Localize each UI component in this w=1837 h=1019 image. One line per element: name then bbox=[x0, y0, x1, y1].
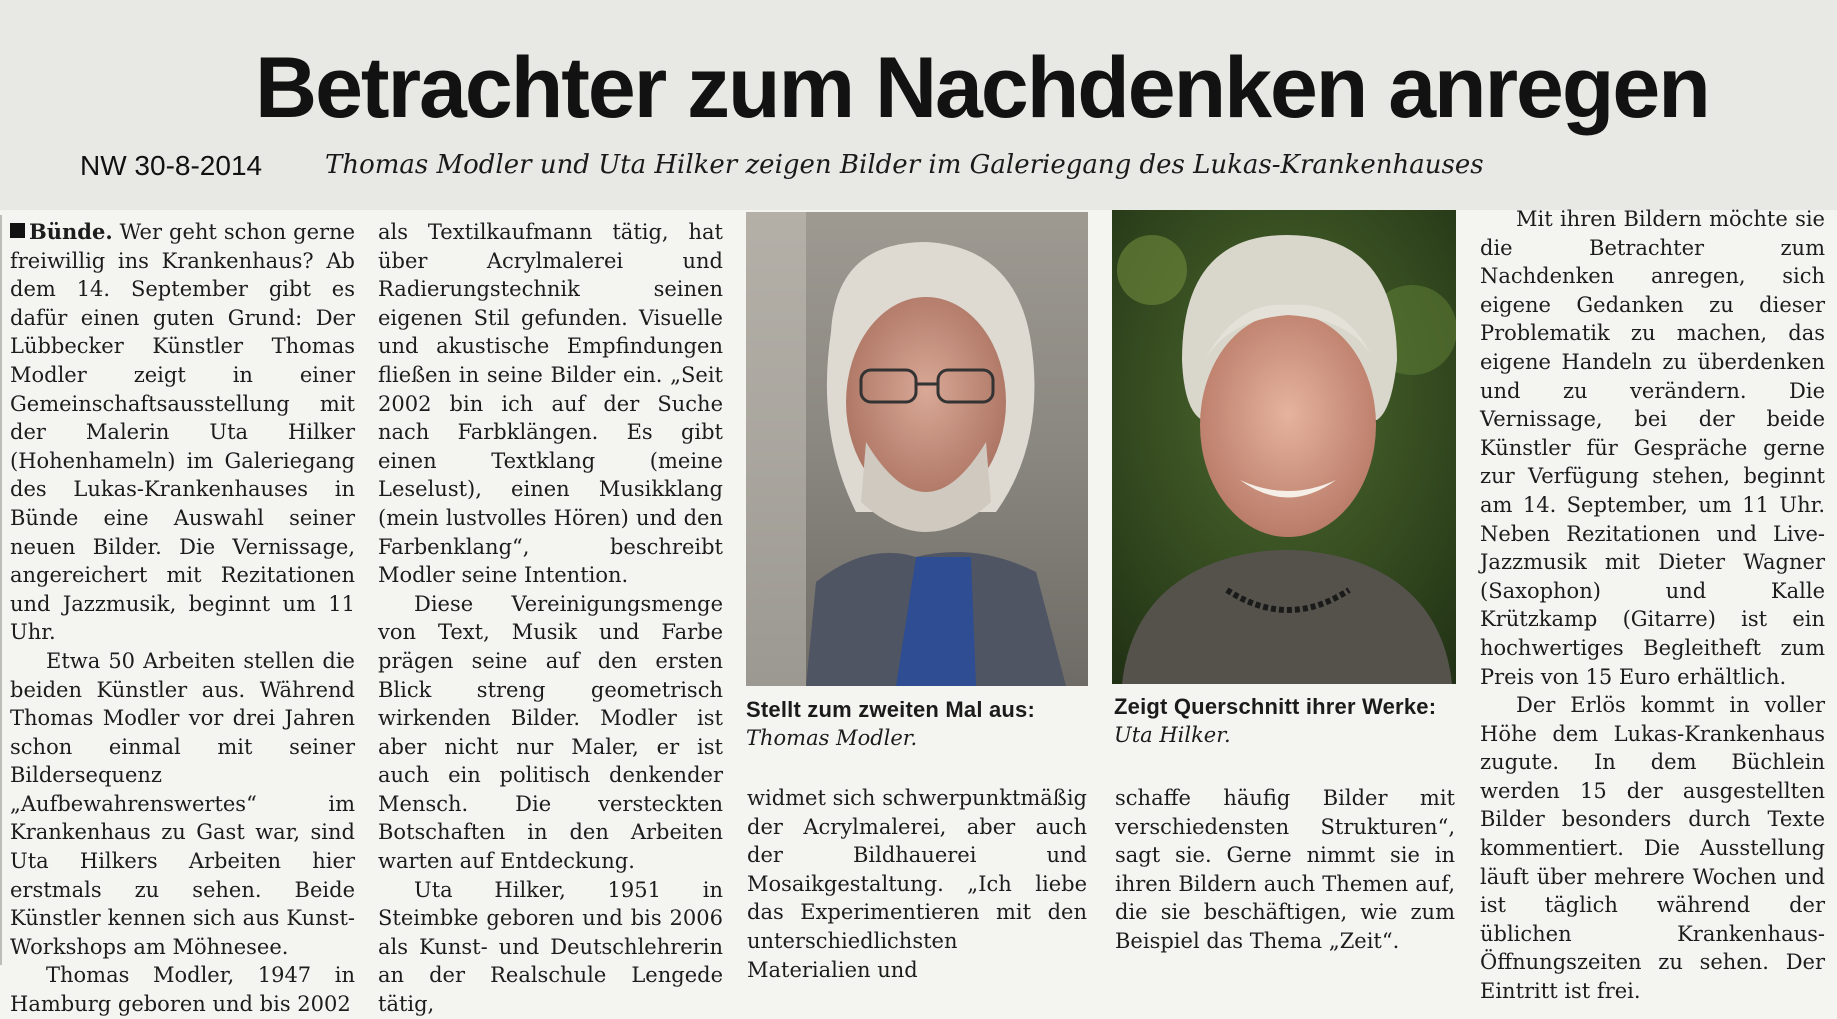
text-column-5 bbox=[1480, 205, 1825, 1006]
lead-text: Wer geht schon gerne freiwillig ins Krankenhaus? Ab dem 14. September gibt es dafür einen guten Grund: Der Lübbecker Künstler Thomas Modler zeigt in einer Gemeinschaftsausstellung mit der Malerin Uta Hilker (Hohenhameln) im Galeriegang des Lukas-Krankenhauses in Bünde eine Auswahl seiner neuen Bilder. Die Vernissage, angereichert mit Rezitationen und Jazzmusik, beginnt um 11 Uhr. bbox=[10, 220, 355, 645]
paragraph: Diese Vereinigungsmenge von Text, Musik und Farbe prägen seine auf den ersten Blick streng geometrisch wirkenden Bilder. Modler ist aber nicht nur Maler, er ist auch ein politisch denkender Mensch. Die versteckten Botschaften in den Arbeiten warten auf Entdeckung. bbox=[378, 591, 723, 874]
source-date: NW 30-8-2014 bbox=[80, 150, 263, 181]
text-column-3 bbox=[747, 784, 1087, 984]
portrait-photo-uta-hilker bbox=[1112, 210, 1456, 684]
lead-square-icon bbox=[10, 223, 25, 238]
photo-caption-1 bbox=[746, 695, 1088, 753]
text-column-1 bbox=[10, 218, 355, 1019]
lead-paragraph bbox=[10, 218, 355, 647]
paragraph: widmet sich schwerpunktmäßig der Acrylmalerei, aber auch der Bildhauerei und Mosaikgestaltung. „Ich liebe das Experimentieren mit den unterschiedlichsten Materialien und bbox=[747, 786, 1087, 982]
paragraph: Mit ihren Bildern möchte sie die Betrachter zum Nachdenken anregen, sich eigene Gedanken zu dieser Problematik zu machen, das eigene Handeln zu überdenken und zu verändern. Die Vernissage, bei der beide Künstler für Gespräche gerne zur Verfügung stehen, beginnt am 14. September, um 11 Uhr. Neben Rezitationen und Live-Jazzmusik mit Dieter Wagner (Saxophon) und Kalle Krützkamp (Gitarre) ist ein hochwertiges Begleitheft zum Preis von 15 Euro erhältlich. bbox=[1480, 207, 1825, 689]
paragraph: Etwa 50 Arbeiten stellen die beiden Künstler aus. Während Thomas Modler vor drei Jahren schon einmal mit seiner Bildersequenz „Aufbewahrenswertes“ im Krankenhaus zu Gast war, sind Uta Hilkers Arbeiten hier erstmals zu sehen. Beide Künstler kennen sich aus Kunst-Workshops am Möhnesee. bbox=[10, 648, 355, 959]
caption-name: Thomas Modler. bbox=[746, 726, 918, 750]
article-headline: Betrachter zum Nachdenken anregen bbox=[255, 40, 1709, 136]
paragraph: schaffe häufig Bilder mit verschiedensten Strukturen“, sagt sie. Gerne nimmt sie in ihren Bildern auch Themen auf, die sie beschäftigen, wie zum Beispiel das Thema „Zeit“. bbox=[1115, 786, 1455, 953]
text-column-2 bbox=[378, 218, 723, 1019]
caption-heading: Zeigt Querschnitt ihrer Werke: bbox=[1114, 694, 1437, 719]
paragraph: als Textilkaufmann tätig, hat über Acrylmalerei und Radierungstechnik seinen eigenen Stil gefunden. Visuelle und akustische Empfindungen fließen in seine Bilder ein. „Seit 2002 bin ich auf der Suche nach Farbklängen. Es gibt einen Textklang (meine Leselust), einen Musikklang (mein lustvolles Hören) und den Farbenklang“, beschreibt Modler seine Intention. bbox=[378, 220, 723, 588]
paragraph: Der Erlös kommt in voller Höhe dem Lukas-Krankenhaus zugute. In dem Büchlein werden 15 der ausgestellten Bilder besonders durch Texte kommentiert. Die Ausstellung läuft über mehrere Wochen und ist täglich während der üblichen Krankenhaus-Öffnungszeiten zu sehen. Der Eintritt ist frei. bbox=[1480, 693, 1825, 1004]
article-subheadline: Thomas Modler und Uta Hilker zeigen Bilder im Galeriegang des Lukas-Krankenhauses bbox=[325, 150, 1484, 180]
photo-caption-2 bbox=[1114, 692, 1456, 750]
paragraph: Uta Hilker, 1951 in Steimbke geboren und bis 2006 als Kunst- und Deutschlehrerin an der Realschule Lengede tätig, bbox=[378, 877, 723, 1017]
portrait-woman-image bbox=[1112, 210, 1456, 684]
text-column-4 bbox=[1115, 784, 1455, 956]
caption-heading: Stellt zum zweiten Mal aus: bbox=[746, 697, 1036, 722]
lead-city: Bünde. bbox=[29, 219, 113, 244]
paragraph: Thomas Modler, 1947 in Hamburg geboren und bis 2002 bbox=[10, 963, 355, 1017]
portrait-photo-thomas-modler bbox=[746, 212, 1088, 686]
portrait-man-image bbox=[746, 212, 1088, 686]
caption-name: Uta Hilker. bbox=[1114, 723, 1231, 747]
column-divider bbox=[0, 215, 2, 965]
